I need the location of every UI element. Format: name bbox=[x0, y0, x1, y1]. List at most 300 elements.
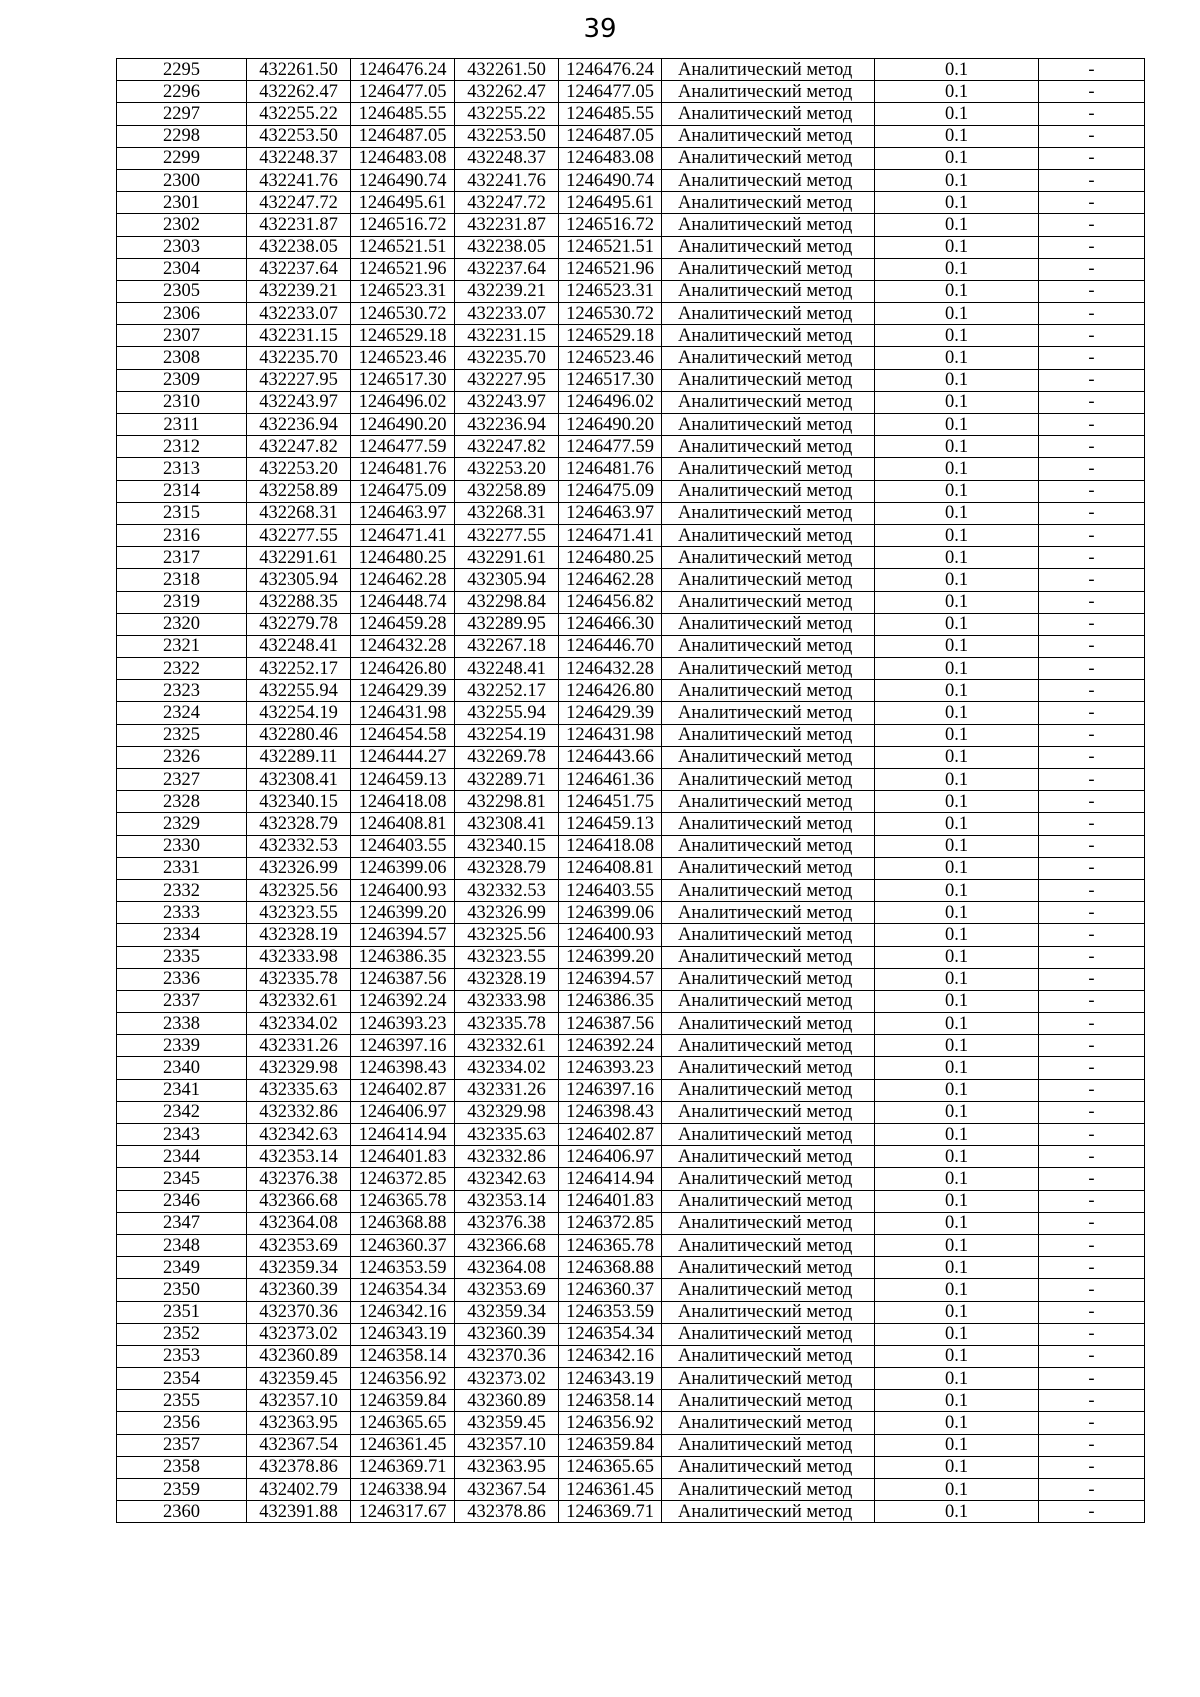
y-existing-cell: 1246358.14 bbox=[351, 1345, 455, 1367]
x-existing-cell: 432323.55 bbox=[247, 902, 351, 924]
point-number-cell: 2332 bbox=[117, 879, 247, 901]
description-cell: - bbox=[1039, 1279, 1145, 1301]
description-cell: - bbox=[1039, 1168, 1145, 1190]
x-existing-cell: 432340.15 bbox=[247, 791, 351, 813]
x-new-cell: 432255.22 bbox=[455, 103, 559, 125]
y-new-cell: 1246365.78 bbox=[559, 1234, 662, 1256]
table-row bbox=[117, 791, 1145, 813]
x-existing-cell: 432335.63 bbox=[247, 1079, 351, 1101]
y-existing-cell: 1246418.08 bbox=[351, 791, 455, 813]
description-cell: - bbox=[1039, 1190, 1145, 1212]
accuracy-cell: 0.1 bbox=[875, 1035, 1039, 1057]
accuracy-cell: 0.1 bbox=[875, 879, 1039, 901]
x-existing-cell: 432233.07 bbox=[247, 303, 351, 325]
x-new-cell: 432333.98 bbox=[455, 990, 559, 1012]
method-cell: Аналитический метод bbox=[662, 214, 875, 236]
y-existing-cell: 1246361.45 bbox=[351, 1434, 455, 1456]
point-number-cell: 2315 bbox=[117, 502, 247, 524]
x-new-cell: 432253.20 bbox=[455, 458, 559, 480]
y-new-cell: 1246368.88 bbox=[559, 1257, 662, 1279]
accuracy-cell: 0.1 bbox=[875, 635, 1039, 657]
method-cell: Аналитический метод bbox=[662, 1301, 875, 1323]
description-cell: - bbox=[1039, 990, 1145, 1012]
point-number-cell: 2344 bbox=[117, 1146, 247, 1168]
description-cell: - bbox=[1039, 480, 1145, 502]
y-existing-cell: 1246342.16 bbox=[351, 1301, 455, 1323]
description-cell: - bbox=[1039, 658, 1145, 680]
x-new-cell: 432258.89 bbox=[455, 480, 559, 502]
accuracy-cell: 0.1 bbox=[875, 325, 1039, 347]
table-row bbox=[117, 480, 1145, 502]
x-new-cell: 432289.71 bbox=[455, 769, 559, 791]
accuracy-cell: 0.1 bbox=[875, 835, 1039, 857]
y-existing-cell: 1246406.97 bbox=[351, 1101, 455, 1123]
table-row bbox=[117, 613, 1145, 635]
point-number-cell: 2355 bbox=[117, 1390, 247, 1412]
accuracy-cell: 0.1 bbox=[875, 502, 1039, 524]
description-cell: - bbox=[1039, 1434, 1145, 1456]
y-existing-cell: 1246369.71 bbox=[351, 1456, 455, 1478]
description-cell: - bbox=[1039, 258, 1145, 280]
x-existing-cell: 432325.56 bbox=[247, 879, 351, 901]
accuracy-cell: 0.1 bbox=[875, 280, 1039, 302]
x-existing-cell: 432328.79 bbox=[247, 813, 351, 835]
x-new-cell: 432353.69 bbox=[455, 1279, 559, 1301]
description-cell: - bbox=[1039, 1323, 1145, 1345]
x-new-cell: 432298.84 bbox=[455, 591, 559, 613]
x-existing-cell: 432239.21 bbox=[247, 280, 351, 302]
description-cell: - bbox=[1039, 81, 1145, 103]
x-existing-cell: 432252.17 bbox=[247, 658, 351, 680]
description-cell: - bbox=[1039, 791, 1145, 813]
point-number-cell: 2324 bbox=[117, 702, 247, 724]
y-new-cell: 1246397.16 bbox=[559, 1079, 662, 1101]
y-new-cell: 1246398.43 bbox=[559, 1101, 662, 1123]
y-new-cell: 1246475.09 bbox=[559, 480, 662, 502]
accuracy-cell: 0.1 bbox=[875, 680, 1039, 702]
x-new-cell: 432373.02 bbox=[455, 1368, 559, 1390]
method-cell: Аналитический метод bbox=[662, 125, 875, 147]
y-existing-cell: 1246368.88 bbox=[351, 1212, 455, 1234]
x-existing-cell: 432305.94 bbox=[247, 569, 351, 591]
x-new-cell: 432325.56 bbox=[455, 924, 559, 946]
x-existing-cell: 432227.95 bbox=[247, 369, 351, 391]
table-row bbox=[117, 325, 1145, 347]
x-existing-cell: 432288.35 bbox=[247, 591, 351, 613]
method-cell: Аналитический метод bbox=[662, 1057, 875, 1079]
table-row bbox=[117, 1079, 1145, 1101]
x-new-cell: 432237.64 bbox=[455, 258, 559, 280]
y-existing-cell: 1246463.97 bbox=[351, 502, 455, 524]
description-cell: - bbox=[1039, 214, 1145, 236]
accuracy-cell: 0.1 bbox=[875, 414, 1039, 436]
x-existing-cell: 432332.86 bbox=[247, 1101, 351, 1123]
point-number-cell: 2349 bbox=[117, 1257, 247, 1279]
x-new-cell: 432359.45 bbox=[455, 1412, 559, 1434]
point-number-cell: 2360 bbox=[117, 1501, 247, 1523]
x-existing-cell: 432391.88 bbox=[247, 1501, 351, 1523]
point-number-cell: 2338 bbox=[117, 1013, 247, 1035]
y-existing-cell: 1246490.74 bbox=[351, 169, 455, 191]
x-new-cell: 432363.95 bbox=[455, 1456, 559, 1478]
accuracy-cell: 0.1 bbox=[875, 369, 1039, 391]
y-existing-cell: 1246521.51 bbox=[351, 236, 455, 258]
x-new-cell: 432332.53 bbox=[455, 879, 559, 901]
y-new-cell: 1246463.97 bbox=[559, 502, 662, 524]
accuracy-cell: 0.1 bbox=[875, 147, 1039, 169]
method-cell: Аналитический метод bbox=[662, 857, 875, 879]
y-existing-cell: 1246408.81 bbox=[351, 813, 455, 835]
y-new-cell: 1246487.05 bbox=[559, 125, 662, 147]
y-existing-cell: 1246523.31 bbox=[351, 280, 455, 302]
method-cell: Аналитический метод bbox=[662, 569, 875, 591]
point-number-cell: 2336 bbox=[117, 968, 247, 990]
method-cell: Аналитический метод bbox=[662, 303, 875, 325]
table-row bbox=[117, 436, 1145, 458]
x-existing-cell: 432268.31 bbox=[247, 502, 351, 524]
y-existing-cell: 1246516.72 bbox=[351, 214, 455, 236]
description-cell: - bbox=[1039, 458, 1145, 480]
method-cell: Аналитический метод bbox=[662, 724, 875, 746]
y-new-cell: 1246517.30 bbox=[559, 369, 662, 391]
table-row bbox=[117, 658, 1145, 680]
y-existing-cell: 1246402.87 bbox=[351, 1079, 455, 1101]
point-number-cell: 2342 bbox=[117, 1101, 247, 1123]
point-number-cell: 2311 bbox=[117, 414, 247, 436]
description-cell: - bbox=[1039, 613, 1145, 635]
x-new-cell: 432269.78 bbox=[455, 746, 559, 768]
point-number-cell: 2316 bbox=[117, 524, 247, 546]
x-new-cell: 432340.15 bbox=[455, 835, 559, 857]
description-cell: - bbox=[1039, 192, 1145, 214]
x-new-cell: 432227.95 bbox=[455, 369, 559, 391]
description-cell: - bbox=[1039, 236, 1145, 258]
accuracy-cell: 0.1 bbox=[875, 1234, 1039, 1256]
y-existing-cell: 1246372.85 bbox=[351, 1168, 455, 1190]
y-new-cell: 1246393.23 bbox=[559, 1057, 662, 1079]
accuracy-cell: 0.1 bbox=[875, 902, 1039, 924]
point-number-cell: 2312 bbox=[117, 436, 247, 458]
table-row bbox=[117, 1501, 1145, 1523]
y-new-cell: 1246343.19 bbox=[559, 1368, 662, 1390]
accuracy-cell: 0.1 bbox=[875, 658, 1039, 680]
x-new-cell: 432360.39 bbox=[455, 1323, 559, 1345]
x-existing-cell: 432360.39 bbox=[247, 1279, 351, 1301]
description-cell: - bbox=[1039, 813, 1145, 835]
point-number-cell: 2359 bbox=[117, 1479, 247, 1501]
y-new-cell: 1246471.41 bbox=[559, 524, 662, 546]
y-existing-cell: 1246517.30 bbox=[351, 369, 455, 391]
x-new-cell: 432267.18 bbox=[455, 635, 559, 657]
y-new-cell: 1246480.25 bbox=[559, 547, 662, 569]
point-number-cell: 2297 bbox=[117, 103, 247, 125]
x-new-cell: 432335.63 bbox=[455, 1124, 559, 1146]
table-row bbox=[117, 968, 1145, 990]
table-row bbox=[117, 524, 1145, 546]
x-existing-cell: 432373.02 bbox=[247, 1323, 351, 1345]
y-new-cell: 1246523.31 bbox=[559, 280, 662, 302]
accuracy-cell: 0.1 bbox=[875, 990, 1039, 1012]
table-row bbox=[117, 1323, 1145, 1345]
x-existing-cell: 432238.05 bbox=[247, 236, 351, 258]
x-existing-cell: 432333.98 bbox=[247, 946, 351, 968]
y-existing-cell: 1246338.94 bbox=[351, 1479, 455, 1501]
y-existing-cell: 1246317.67 bbox=[351, 1501, 455, 1523]
x-new-cell: 432268.31 bbox=[455, 502, 559, 524]
table-row bbox=[117, 103, 1145, 125]
x-existing-cell: 432255.94 bbox=[247, 680, 351, 702]
method-cell: Аналитический метод bbox=[662, 1190, 875, 1212]
y-new-cell: 1246365.65 bbox=[559, 1456, 662, 1478]
method-cell: Аналитический метод bbox=[662, 702, 875, 724]
x-new-cell: 432308.41 bbox=[455, 813, 559, 835]
table-row bbox=[117, 813, 1145, 835]
page-number: 39 bbox=[583, 14, 617, 44]
y-existing-cell: 1246448.74 bbox=[351, 591, 455, 613]
description-cell: - bbox=[1039, 968, 1145, 990]
x-new-cell: 432305.94 bbox=[455, 569, 559, 591]
accuracy-cell: 0.1 bbox=[875, 1190, 1039, 1212]
description-cell: - bbox=[1039, 724, 1145, 746]
table-row bbox=[117, 746, 1145, 768]
method-cell: Аналитический метод bbox=[662, 1146, 875, 1168]
method-cell: Аналитический метод bbox=[662, 946, 875, 968]
description-cell: - bbox=[1039, 147, 1145, 169]
accuracy-cell: 0.1 bbox=[875, 1013, 1039, 1035]
point-number-cell: 2348 bbox=[117, 1234, 247, 1256]
description-cell: - bbox=[1039, 1301, 1145, 1323]
y-new-cell: 1246400.93 bbox=[559, 924, 662, 946]
x-new-cell: 432334.02 bbox=[455, 1057, 559, 1079]
method-cell: Аналитический метод bbox=[662, 1456, 875, 1478]
y-existing-cell: 1246476.24 bbox=[351, 59, 455, 81]
table-row bbox=[117, 458, 1145, 480]
point-number-cell: 2323 bbox=[117, 680, 247, 702]
table-row bbox=[117, 591, 1145, 613]
table-row bbox=[117, 1390, 1145, 1412]
table-row bbox=[117, 1212, 1145, 1234]
y-existing-cell: 1246521.96 bbox=[351, 258, 455, 280]
y-existing-cell: 1246359.84 bbox=[351, 1390, 455, 1412]
y-new-cell: 1246359.84 bbox=[559, 1434, 662, 1456]
description-cell: - bbox=[1039, 1212, 1145, 1234]
description-cell: - bbox=[1039, 1101, 1145, 1123]
point-number-cell: 2352 bbox=[117, 1323, 247, 1345]
point-number-cell: 2322 bbox=[117, 658, 247, 680]
table-row bbox=[117, 1190, 1145, 1212]
table-row bbox=[117, 547, 1145, 569]
point-number-cell: 2299 bbox=[117, 147, 247, 169]
y-new-cell: 1246386.35 bbox=[559, 990, 662, 1012]
x-existing-cell: 432231.15 bbox=[247, 325, 351, 347]
y-new-cell: 1246521.51 bbox=[559, 236, 662, 258]
x-existing-cell: 432236.94 bbox=[247, 414, 351, 436]
method-cell: Аналитический метод bbox=[662, 1257, 875, 1279]
table-row bbox=[117, 635, 1145, 657]
point-number-cell: 2300 bbox=[117, 169, 247, 191]
x-existing-cell: 432328.19 bbox=[247, 924, 351, 946]
accuracy-cell: 0.1 bbox=[875, 1456, 1039, 1478]
x-existing-cell: 432291.61 bbox=[247, 547, 351, 569]
method-cell: Аналитический метод bbox=[662, 169, 875, 191]
y-existing-cell: 1246353.59 bbox=[351, 1257, 455, 1279]
x-new-cell: 432238.05 bbox=[455, 236, 559, 258]
y-new-cell: 1246516.72 bbox=[559, 214, 662, 236]
accuracy-cell: 0.1 bbox=[875, 236, 1039, 258]
x-new-cell: 432262.47 bbox=[455, 81, 559, 103]
description-cell: - bbox=[1039, 391, 1145, 413]
table-row bbox=[117, 236, 1145, 258]
x-new-cell: 432326.99 bbox=[455, 902, 559, 924]
description-cell: - bbox=[1039, 635, 1145, 657]
x-existing-cell: 432363.95 bbox=[247, 1412, 351, 1434]
x-existing-cell: 432253.20 bbox=[247, 458, 351, 480]
method-cell: Аналитический метод bbox=[662, 1035, 875, 1057]
y-new-cell: 1246403.55 bbox=[559, 879, 662, 901]
y-existing-cell: 1246444.27 bbox=[351, 746, 455, 768]
method-cell: Аналитический метод bbox=[662, 835, 875, 857]
x-new-cell: 432277.55 bbox=[455, 524, 559, 546]
y-new-cell: 1246446.70 bbox=[559, 635, 662, 657]
point-number-cell: 2326 bbox=[117, 746, 247, 768]
x-existing-cell: 432243.97 bbox=[247, 391, 351, 413]
y-existing-cell: 1246399.06 bbox=[351, 857, 455, 879]
method-cell: Аналитический метод bbox=[662, 1234, 875, 1256]
description-cell: - bbox=[1039, 1390, 1145, 1412]
point-number-cell: 2301 bbox=[117, 192, 247, 214]
point-number-cell: 2318 bbox=[117, 569, 247, 591]
y-existing-cell: 1246356.92 bbox=[351, 1368, 455, 1390]
accuracy-cell: 0.1 bbox=[875, 547, 1039, 569]
description-cell: - bbox=[1039, 103, 1145, 125]
method-cell: Аналитический метод bbox=[662, 414, 875, 436]
description-cell: - bbox=[1039, 702, 1145, 724]
accuracy-cell: 0.1 bbox=[875, 1412, 1039, 1434]
x-existing-cell: 432241.76 bbox=[247, 169, 351, 191]
method-cell: Аналитический метод bbox=[662, 436, 875, 458]
method-cell: Аналитический метод bbox=[662, 458, 875, 480]
accuracy-cell: 0.1 bbox=[875, 458, 1039, 480]
method-cell: Аналитический метод bbox=[662, 1390, 875, 1412]
point-number-cell: 2350 bbox=[117, 1279, 247, 1301]
x-new-cell: 432247.72 bbox=[455, 192, 559, 214]
y-existing-cell: 1246393.23 bbox=[351, 1013, 455, 1035]
x-existing-cell: 432342.63 bbox=[247, 1124, 351, 1146]
x-existing-cell: 432235.70 bbox=[247, 347, 351, 369]
description-cell: - bbox=[1039, 1479, 1145, 1501]
table-row bbox=[117, 1234, 1145, 1256]
table-row bbox=[117, 990, 1145, 1012]
accuracy-cell: 0.1 bbox=[875, 924, 1039, 946]
method-cell: Аналитический метод bbox=[662, 280, 875, 302]
table-row bbox=[117, 391, 1145, 413]
y-existing-cell: 1246496.02 bbox=[351, 391, 455, 413]
x-new-cell: 432366.68 bbox=[455, 1234, 559, 1256]
accuracy-cell: 0.1 bbox=[875, 702, 1039, 724]
x-new-cell: 432367.54 bbox=[455, 1479, 559, 1501]
accuracy-cell: 0.1 bbox=[875, 347, 1039, 369]
y-existing-cell: 1246483.08 bbox=[351, 147, 455, 169]
y-new-cell: 1246394.57 bbox=[559, 968, 662, 990]
y-existing-cell: 1246459.28 bbox=[351, 613, 455, 635]
y-existing-cell: 1246487.05 bbox=[351, 125, 455, 147]
y-new-cell: 1246451.75 bbox=[559, 791, 662, 813]
accuracy-cell: 0.1 bbox=[875, 59, 1039, 81]
x-existing-cell: 432247.72 bbox=[247, 192, 351, 214]
description-cell: - bbox=[1039, 59, 1145, 81]
point-number-cell: 2340 bbox=[117, 1057, 247, 1079]
description-cell: - bbox=[1039, 1057, 1145, 1079]
point-number-cell: 2334 bbox=[117, 924, 247, 946]
x-existing-cell: 432253.50 bbox=[247, 125, 351, 147]
accuracy-cell: 0.1 bbox=[875, 524, 1039, 546]
y-new-cell: 1246481.76 bbox=[559, 458, 662, 480]
table-row bbox=[117, 1257, 1145, 1279]
table-row bbox=[117, 1479, 1145, 1501]
y-existing-cell: 1246481.76 bbox=[351, 458, 455, 480]
description-cell: - bbox=[1039, 369, 1145, 391]
x-existing-cell: 432332.53 bbox=[247, 835, 351, 857]
description-cell: - bbox=[1039, 125, 1145, 147]
y-new-cell: 1246406.97 bbox=[559, 1146, 662, 1168]
y-new-cell: 1246529.18 bbox=[559, 325, 662, 347]
table-row bbox=[117, 59, 1145, 81]
description-cell: - bbox=[1039, 1345, 1145, 1367]
description-cell: - bbox=[1039, 924, 1145, 946]
y-new-cell: 1246372.85 bbox=[559, 1212, 662, 1234]
y-new-cell: 1246354.34 bbox=[559, 1323, 662, 1345]
method-cell: Аналитический метод bbox=[662, 924, 875, 946]
y-new-cell: 1246399.06 bbox=[559, 902, 662, 924]
y-existing-cell: 1246431.98 bbox=[351, 702, 455, 724]
table-row bbox=[117, 879, 1145, 901]
y-existing-cell: 1246403.55 bbox=[351, 835, 455, 857]
y-new-cell: 1246369.71 bbox=[559, 1501, 662, 1523]
y-new-cell: 1246399.20 bbox=[559, 946, 662, 968]
y-new-cell: 1246521.96 bbox=[559, 258, 662, 280]
accuracy-cell: 0.1 bbox=[875, 214, 1039, 236]
y-new-cell: 1246408.81 bbox=[559, 857, 662, 879]
y-new-cell: 1246356.92 bbox=[559, 1412, 662, 1434]
method-cell: Аналитический метод bbox=[662, 502, 875, 524]
x-existing-cell: 432237.64 bbox=[247, 258, 351, 280]
y-existing-cell: 1246490.20 bbox=[351, 414, 455, 436]
point-number-cell: 2354 bbox=[117, 1368, 247, 1390]
x-new-cell: 432241.76 bbox=[455, 169, 559, 191]
x-new-cell: 432353.14 bbox=[455, 1190, 559, 1212]
y-existing-cell: 1246477.05 bbox=[351, 81, 455, 103]
accuracy-cell: 0.1 bbox=[875, 1345, 1039, 1367]
table-row bbox=[117, 192, 1145, 214]
accuracy-cell: 0.1 bbox=[875, 103, 1039, 125]
x-existing-cell: 432248.41 bbox=[247, 635, 351, 657]
y-existing-cell: 1246401.83 bbox=[351, 1146, 455, 1168]
x-new-cell: 432328.19 bbox=[455, 968, 559, 990]
table-row bbox=[117, 1035, 1145, 1057]
table-row bbox=[117, 1124, 1145, 1146]
method-cell: Аналитический метод bbox=[662, 480, 875, 502]
accuracy-cell: 0.1 bbox=[875, 192, 1039, 214]
accuracy-cell: 0.1 bbox=[875, 1257, 1039, 1279]
point-number-cell: 2347 bbox=[117, 1212, 247, 1234]
table-row bbox=[117, 169, 1145, 191]
method-cell: Аналитический метод bbox=[662, 1412, 875, 1434]
description-cell: - bbox=[1039, 280, 1145, 302]
x-new-cell: 432329.98 bbox=[455, 1101, 559, 1123]
y-new-cell: 1246401.83 bbox=[559, 1190, 662, 1212]
point-number-cell: 2303 bbox=[117, 236, 247, 258]
point-number-cell: 2327 bbox=[117, 769, 247, 791]
